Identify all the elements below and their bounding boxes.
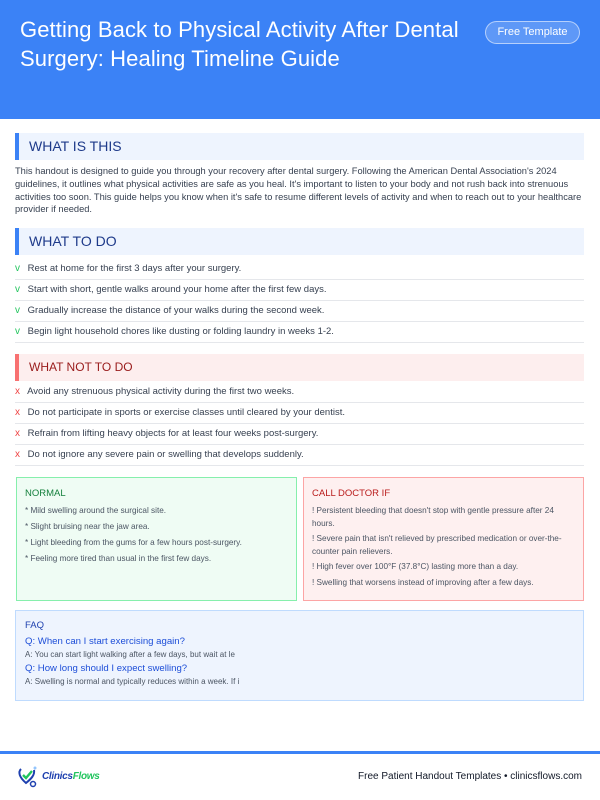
normal-item: * Feeling more tired than usual in the first few days.: [25, 554, 212, 563]
normal-item: * Slight bruising near the jaw area.: [25, 522, 150, 531]
logo-text: ClinicsFlows: [42, 770, 100, 782]
what-not-to-do-list: [15, 382, 584, 466]
faq-heading: FAQ: [25, 620, 45, 631]
list-item: v Gradually increase the distance of your walks during the second week.: [15, 301, 584, 322]
check-icon: v: [15, 305, 20, 316]
normal-item: * Mild swelling around the surgical site.: [25, 506, 167, 515]
list-item: x Refrain from lifting heavy objects for at least four weeks post-surgery.: [15, 424, 584, 445]
list-item: v Rest at home for the first 3 days after your surgery.: [15, 259, 584, 280]
free-template-badge: Free Template: [485, 21, 580, 44]
faq-question: Q: When can I start exercising again?: [25, 636, 185, 647]
cross-icon: x: [15, 449, 20, 460]
list-item: x Do not ignore any severe pain or swelling that develops suddenly.: [15, 445, 584, 466]
call-doctor-item: ! Swelling that worsens instead of improving after a few days.: [312, 577, 534, 587]
call-doctor-heading: CALL DOCTOR IF: [312, 488, 391, 499]
call-doctor-item: ! Persistent bleeding that doesn't stop with gentle pressure after 24 hours.: [312, 506, 554, 528]
check-icon: v: [15, 263, 20, 274]
section-heading-what-not-to-do: WHAT NOT TO DO: [15, 354, 584, 381]
faq-box: [15, 610, 584, 701]
list-item: v Begin light household chores like dusting or folding laundry in weeks 1-2.: [15, 322, 584, 343]
clinicsflows-logo[interactable]: [17, 764, 100, 788]
cross-icon: x: [15, 428, 20, 439]
section-heading-what-is-this: WHAT IS THIS: [15, 133, 584, 160]
check-icon: v: [15, 284, 20, 295]
header-banner: [0, 0, 600, 119]
list-item: v Start with short, gentle walks around your home after the first few days.: [15, 280, 584, 301]
faq-answer: A: Swelling is normal and typically reduces within a week. If i: [25, 677, 240, 686]
page-title: Getting Back to Physical Activity After Dental Surgery: Healing Timeline Guide: [20, 17, 459, 71]
faq-answer: A: You can start light walking after a few days, but wait at le: [25, 650, 235, 659]
call-doctor-item: ! Severe pain that isn't relieved by prescribed medication or over-the-counter pain relievers.: [312, 534, 562, 556]
call-doctor-item: ! High fever over 100°F (37.8°C) lasting more than a day.: [312, 562, 519, 571]
normal-symptoms-box: [16, 477, 297, 601]
normal-item: * Light bleeding from the gums for a few hours post-surgery.: [25, 538, 242, 547]
cross-icon: x: [15, 407, 20, 418]
list-item: x Avoid any strenuous physical activity during the first two weeks.: [15, 382, 584, 403]
footer-text: Free Patient Handout Templates • clinicsflows.com: [358, 771, 582, 782]
list-item: x Do not participate in sports or exercise classes until cleared by your dentist.: [15, 403, 584, 424]
call-doctor-box: [303, 477, 584, 601]
footer-divider: [0, 751, 600, 754]
faq-question: Q: How long should I expect swelling?: [25, 663, 188, 674]
stethoscope-heart-icon: [17, 764, 39, 788]
intro-paragraph: This handout is designed to guide you through your recovery after dental surgery. Following the American Dental Association's 2024 guidelines, it outlines what physical activities are safe as you heal. It's important to listen to your body and not rush back into strenuous activities too soon. This guide helps you know when it's safe to resume different levels of activity and when to reach out to your healthcare provider if needed.: [15, 166, 582, 215]
section-heading-what-to-do: WHAT TO DO: [15, 228, 584, 255]
normal-heading: NORMAL: [25, 488, 66, 499]
check-icon: v: [15, 326, 20, 337]
cross-icon: x: [15, 386, 20, 397]
what-to-do-list: [15, 259, 584, 343]
